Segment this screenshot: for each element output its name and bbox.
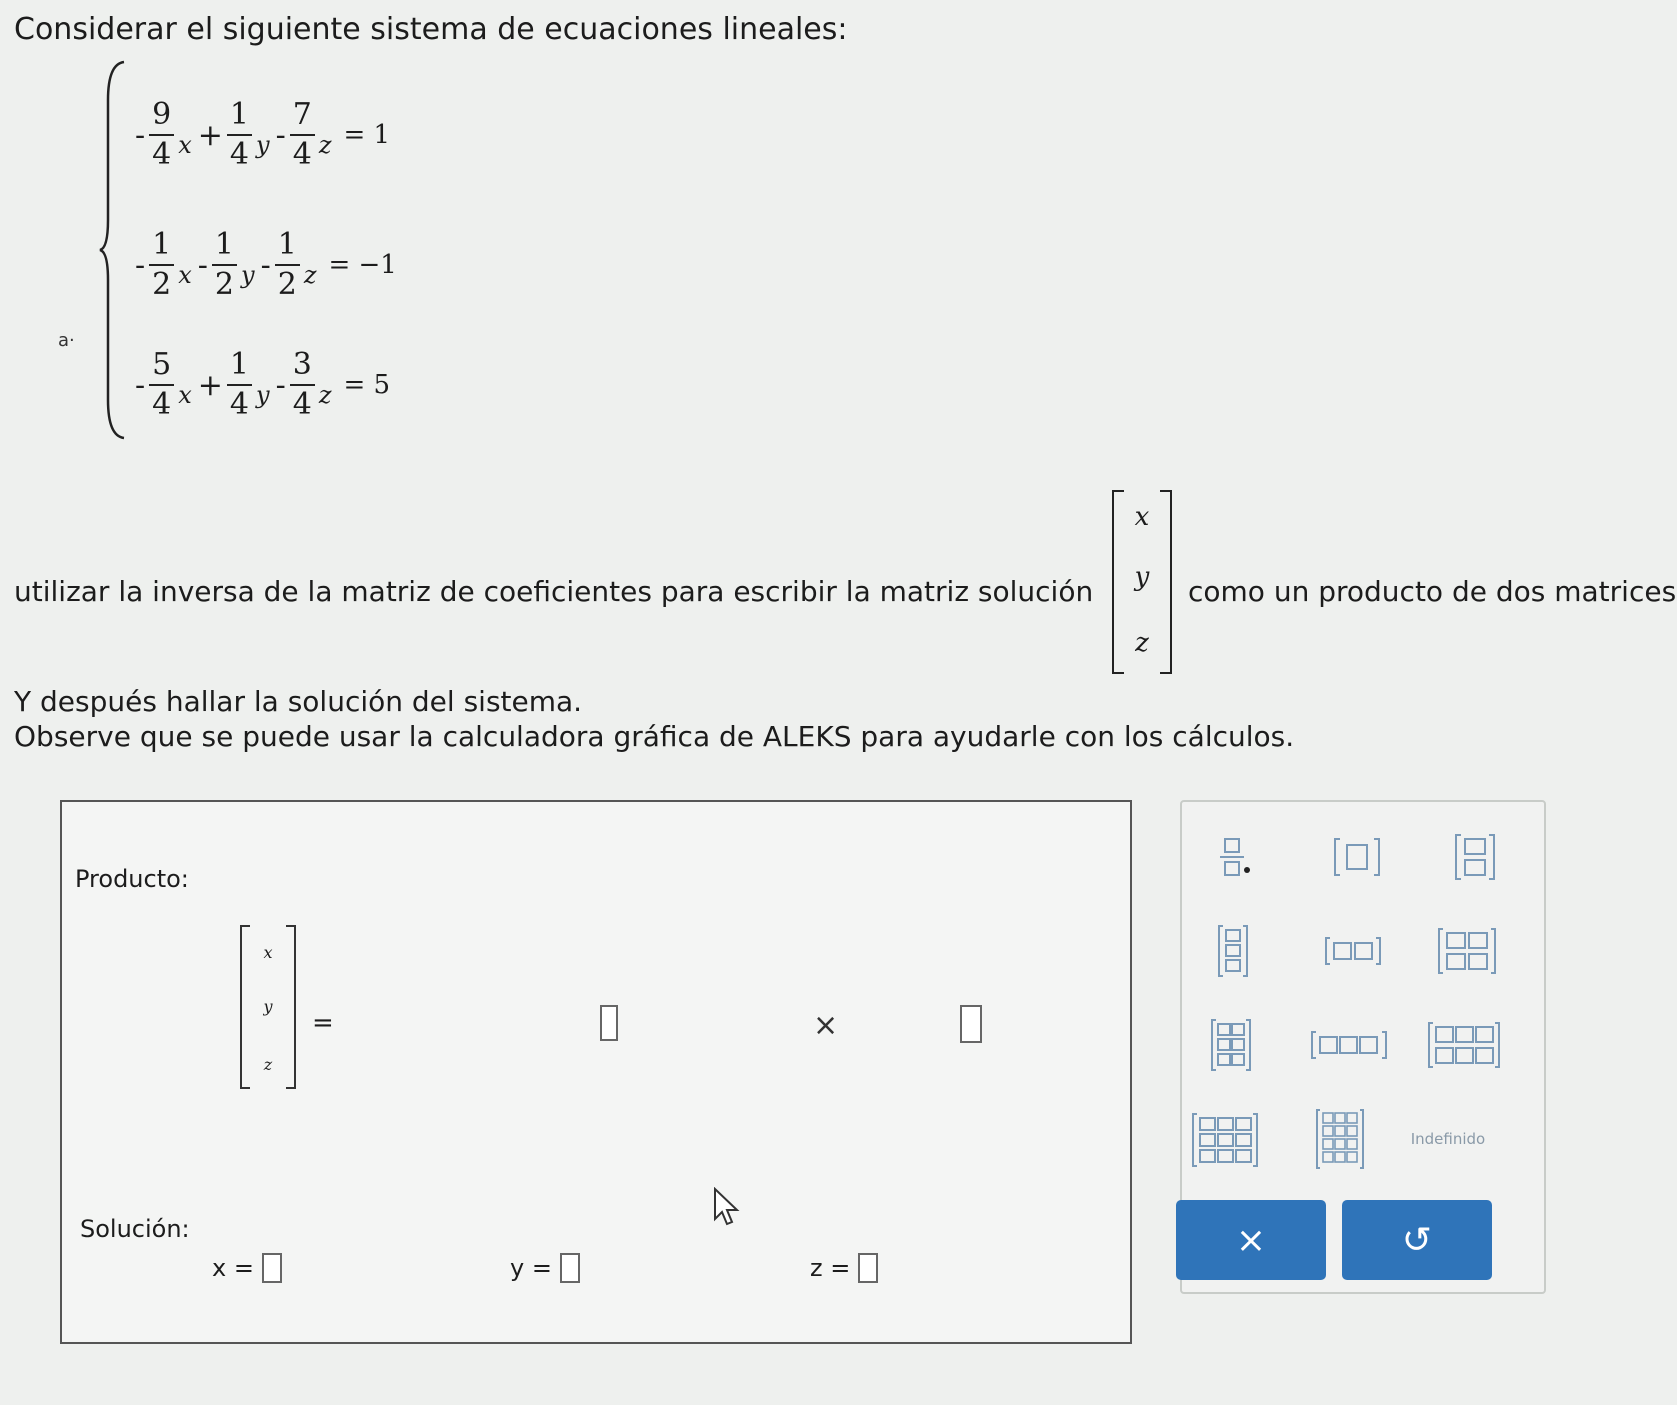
eq2-frac-1: $\frac{1}{2}$ [149,230,174,300]
eq3-sign-3: - [275,367,286,403]
times-sign: × [813,1008,839,1043]
solution-z-input[interactable] [858,1253,878,1283]
instruction-line2: Y después hallar la solución del sistema. [14,685,583,718]
matrix-3x3-icon[interactable] [1188,1108,1262,1172]
close-icon: × [1235,1219,1267,1261]
eq3-var-3: z [318,381,332,409]
eq3-var-2: y [256,381,270,409]
matrix-input-left[interactable] [600,1005,618,1041]
solution-z-row [810,1253,878,1283]
eq1-rhs: = 1 [343,120,391,150]
eq1-var-3: z [318,131,332,159]
equation-3 [135,345,390,425]
solution-label: Solución: [80,1215,190,1243]
matrix-3x1-icon[interactable] [1202,924,1264,978]
eq2-rhs: = −1 [328,250,397,280]
mouse-cursor-icon [712,1187,742,1227]
item-bullet: a· [58,330,75,351]
solution-y-row [510,1253,580,1283]
matrix-4x3-icon[interactable] [1312,1106,1368,1172]
equation-1 [135,95,390,175]
equals-sign: = [312,1008,334,1038]
eq2-frac-2: $\frac{1}{2}$ [212,230,237,300]
eq1-frac-1: $\frac{9}{4}$ [149,100,174,170]
undo-button[interactable] [1342,1200,1492,1280]
eq3-frac-1: $\frac{5}{4}$ [149,350,174,420]
matrix-3x2-icon[interactable] [1200,1018,1262,1072]
eq1-var-1: x [178,131,192,159]
matrix-2x3-icon[interactable] [1424,1018,1504,1072]
solution-x-row [212,1253,282,1283]
matrix-2x2-icon[interactable] [1436,924,1498,978]
eq1-frac-3: $\frac{7}{4}$ [290,100,315,170]
eq2-var-2: y [241,261,255,289]
eq1-var-2: y [256,131,270,159]
vec-entry-z: z [1135,628,1149,658]
eq3-var-1: x [178,381,192,409]
instruction-line3: Observe que se puede usar la calculadora gráfica de ALEKS para ayudarle con los cálculos. [14,720,1295,753]
product-label: Producto: [75,865,189,893]
matrix-1x3-icon[interactable] [1308,1018,1390,1072]
product-vec-x: x [263,943,273,962]
vec-entry-x: x [1134,502,1150,532]
fraction-template-icon[interactable] [1202,830,1264,884]
eq3-frac-3: $\frac{3}{4}$ [290,350,315,420]
undefined-button[interactable]: Indefinido [1410,1130,1486,1148]
matrix-input-right[interactable] [960,1005,982,1043]
eq3-sign-1: - [135,367,146,403]
system-brace [98,60,128,440]
solution-z-label: z = [810,1254,851,1282]
solution-y-label: y = [510,1254,552,1282]
instruction-part2: como un producto de dos matrices [1188,575,1677,608]
matrix-2x1-icon[interactable] [1444,830,1506,884]
matrix-1x1-icon[interactable] [1326,830,1388,884]
eq1-sign-2: + [197,117,223,153]
eq3-rhs: = 5 [343,370,391,400]
product-vector [240,925,296,1085]
eq2-frac-3: $\frac{1}{2}$ [275,230,300,300]
solution-column-vector [1112,490,1172,670]
eq1-sign-3: - [275,117,286,153]
eq2-sign-3: - [260,247,271,283]
solution-y-input[interactable] [560,1253,580,1283]
matrix-1x2-icon[interactable] [1322,924,1384,978]
eq3-sign-2: + [197,367,223,403]
problem-title: Considerar el siguiente sistema de ecuaciones lineales: [14,12,848,47]
eq1-sign-1: - [135,117,146,153]
eq3-frac-2: $\frac{1}{4}$ [227,350,252,420]
eq2-var-3: z [303,261,317,289]
eq2-sign-1: - [135,247,146,283]
eq1-frac-2: $\frac{1}{4}$ [227,100,252,170]
product-vec-z: z [263,1055,273,1074]
solution-x-input[interactable] [262,1253,282,1283]
equation-2 [135,225,397,305]
clear-button[interactable] [1176,1200,1326,1280]
solution-x-label: x = [212,1254,254,1282]
instruction-part1: utilizar la inversa de la matriz de coeficientes para escribir la matriz solución [14,575,1094,608]
undo-icon: ↺ [1401,1219,1433,1261]
eq2-sign-2: - [197,247,208,283]
vec-entry-y: y [1134,562,1150,592]
product-vec-y: y [263,997,273,1016]
eq2-var-1: x [178,261,192,289]
